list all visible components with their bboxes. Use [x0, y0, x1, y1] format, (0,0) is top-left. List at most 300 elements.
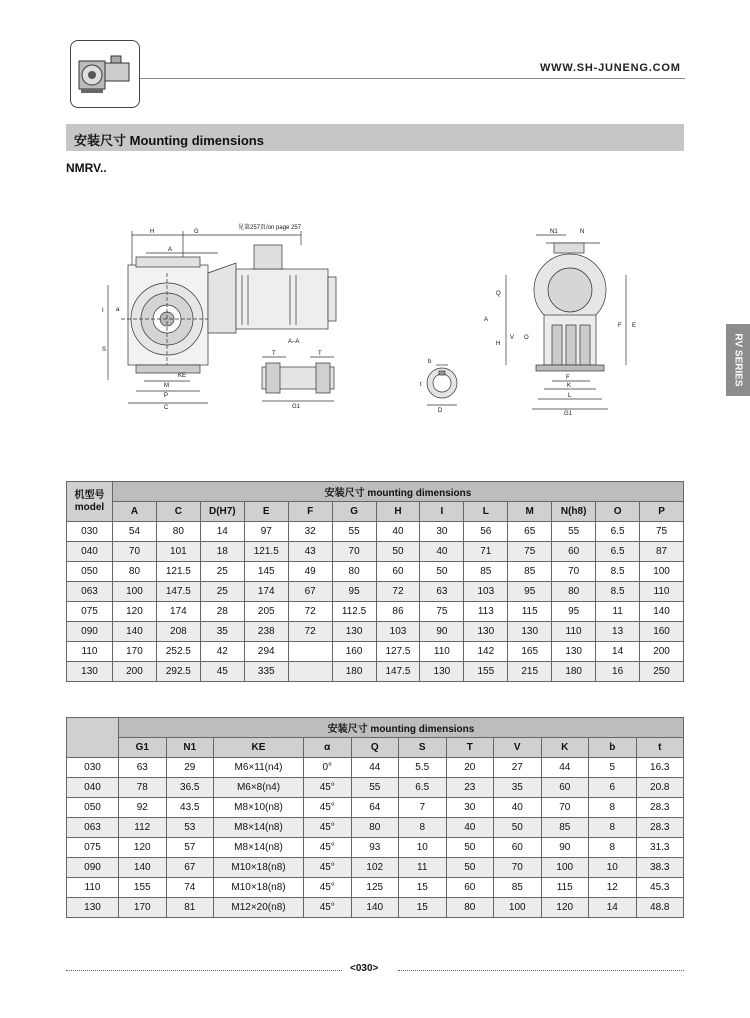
table-cell: M8×14(n8) [214, 838, 304, 858]
table-cell: 40 [494, 798, 542, 818]
table-cell: 55 [552, 522, 596, 542]
table-cell: 80 [446, 898, 494, 918]
table-row [67, 838, 684, 858]
table-cell: 130 [420, 662, 464, 682]
table-cell: 238 [244, 622, 288, 642]
table-cell: 38.3 [636, 858, 684, 878]
table-cell: 50 [446, 858, 494, 878]
column-header: K [541, 738, 589, 758]
table-cell: 78 [119, 778, 167, 798]
table-cell: 35 [200, 622, 244, 642]
dim-t-label: t [420, 382, 422, 388]
model-cell: 075 [67, 602, 113, 622]
column-header: V [494, 738, 542, 758]
table-cell: 65 [508, 522, 552, 542]
table-cell: M10×18(n8) [214, 878, 304, 898]
table2-column-headers [67, 738, 684, 758]
dim-N1-label: N1 [550, 229, 558, 235]
dim-V-label: V [510, 335, 515, 341]
table-cell: 60 [446, 878, 494, 898]
table-cell: 90 [541, 838, 589, 858]
header-divider [140, 78, 685, 79]
model-cell: 030 [67, 522, 113, 542]
table-cell: 60 [376, 562, 420, 582]
table-cell: 86 [376, 602, 420, 622]
table-cell: 25 [200, 582, 244, 602]
table-cell: 60 [541, 778, 589, 798]
table-cell: 92 [119, 798, 167, 818]
table-row [67, 818, 684, 838]
table-cell: 95 [332, 582, 376, 602]
column-header: A [113, 502, 157, 522]
column-header: N1 [166, 738, 214, 758]
table-row [67, 602, 684, 622]
table-cell: 110 [552, 622, 596, 642]
model-cell: 110 [67, 642, 113, 662]
table-cell: 125 [351, 878, 399, 898]
model-cell: 040 [67, 542, 113, 562]
table-cell: 95 [552, 602, 596, 622]
table-cell: 147.5 [376, 662, 420, 682]
table-cell: 120 [113, 602, 157, 622]
column-header: D(H7) [200, 502, 244, 522]
table-row [67, 758, 684, 778]
table-row [67, 542, 684, 562]
table-cell: 205 [244, 602, 288, 622]
column-header: α [304, 738, 352, 758]
series-side-tab-label: RV SERIES [732, 333, 744, 387]
table-cell: 208 [156, 622, 200, 642]
section-A-A-label: A–A [288, 339, 300, 345]
dim-S-label: S [102, 347, 107, 353]
table-cell: 115 [541, 878, 589, 898]
table-cell: 112 [119, 818, 167, 838]
table-cell: 130 [508, 622, 552, 642]
table-cell: 44 [541, 758, 589, 778]
table-cell: 130 [332, 622, 376, 642]
table-cell: 90 [420, 622, 464, 642]
footer-rule-right [398, 970, 684, 971]
table-cell: 140 [113, 622, 157, 642]
model-cell: 130 [67, 662, 113, 682]
table-cell: 27 [494, 758, 542, 778]
table-cell: 16.3 [636, 758, 684, 778]
dim-Q-label: Q [496, 291, 501, 297]
dim-H-side-label: H [496, 341, 501, 347]
table-cell: 16 [596, 662, 640, 682]
table-cell: 72 [376, 582, 420, 602]
table-row [67, 898, 684, 918]
table-cell: 14 [589, 898, 637, 918]
table-cell: M6×11(n4) [214, 758, 304, 778]
table-cell: 8 [589, 838, 637, 858]
column-header: P [640, 502, 684, 522]
mounting-dimensions-drawing [66, 215, 686, 425]
table-cell: 25 [200, 562, 244, 582]
table-cell: 200 [640, 642, 684, 662]
table-cell: 50 [446, 838, 494, 858]
table-cell: 45° [304, 798, 352, 818]
table-cell: 70 [541, 798, 589, 818]
table-cell: 97 [244, 522, 288, 542]
table-cell: 160 [640, 622, 684, 642]
dim-K-label: K [567, 383, 572, 389]
table-cell: M6×8(n4) [214, 778, 304, 798]
table-cell: 43.5 [166, 798, 214, 818]
table-row [67, 778, 684, 798]
dim-N-label: N [580, 229, 585, 235]
angle-a-label: a [116, 307, 120, 313]
table-cell: 103 [376, 622, 420, 642]
table-cell: 70 [113, 542, 157, 562]
table-cell: 40 [446, 818, 494, 838]
table-cell: 120 [119, 838, 167, 858]
table-cell: 8 [589, 798, 637, 818]
model-cell: 090 [67, 858, 119, 878]
footer-rule-left [66, 970, 342, 971]
table-cell: 81 [166, 898, 214, 918]
table-cell: 93 [351, 838, 399, 858]
dim-I-label: I [102, 308, 104, 314]
table-cell: 252.5 [156, 642, 200, 662]
table-cell: 72 [288, 622, 332, 642]
table-cell: 49 [288, 562, 332, 582]
table-cell: 23 [446, 778, 494, 798]
table-cell: 85 [494, 878, 542, 898]
table-cell [288, 662, 332, 682]
mounting-dimensions-table-1 [66, 481, 684, 682]
table-cell: 55 [332, 522, 376, 542]
table-cell: 0° [304, 758, 352, 778]
page-reference-note: 见第257页/on page 257 [238, 225, 302, 231]
model-cell: 110 [67, 878, 119, 898]
table-cell: 75 [640, 522, 684, 542]
table-cell: 31.3 [636, 838, 684, 858]
table-cell: 180 [332, 662, 376, 682]
table-cell: 142 [464, 642, 508, 662]
table-row [67, 642, 684, 662]
dim-E-label: E [632, 323, 637, 329]
dim-T-left-label: T [272, 351, 276, 357]
table-cell: 18 [200, 542, 244, 562]
table-cell: 57 [166, 838, 214, 858]
table-row [67, 522, 684, 542]
table-cell: 35 [494, 778, 542, 798]
table-cell: 10 [399, 838, 447, 858]
table-cell: 140 [640, 602, 684, 622]
table-cell: 127.5 [376, 642, 420, 662]
table-cell: M12×20(n8) [214, 898, 304, 918]
table-cell: 32 [288, 522, 332, 542]
table-cell: 110 [640, 582, 684, 602]
column-header: S [399, 738, 447, 758]
table-row [67, 582, 684, 602]
table-cell: 15 [399, 898, 447, 918]
table-cell: 100 [494, 898, 542, 918]
dim-F-bottom-label: F [566, 375, 570, 381]
table-cell: M8×10(n8) [214, 798, 304, 818]
table-cell: 8.5 [596, 562, 640, 582]
table-cell: 8 [589, 818, 637, 838]
table-cell: 28.3 [636, 798, 684, 818]
table-cell: 63 [420, 582, 464, 602]
table-cell: 40 [376, 522, 420, 542]
table-cell: 50 [494, 818, 542, 838]
page-number: <030> [350, 963, 379, 974]
column-header: O [596, 502, 640, 522]
table-cell: 45.3 [636, 878, 684, 898]
table-cell: 85 [541, 818, 589, 838]
table-cell: 5 [589, 758, 637, 778]
table-cell: 56 [464, 522, 508, 542]
table-cell: 174 [244, 582, 288, 602]
table-cell: 6.5 [596, 542, 640, 562]
table-cell: 294 [244, 642, 288, 662]
table-cell: 140 [119, 858, 167, 878]
table-cell: 85 [464, 562, 508, 582]
table-cell: 10 [589, 858, 637, 878]
table-cell: 71 [464, 542, 508, 562]
column-header: b [589, 738, 637, 758]
table-cell: 14 [200, 522, 244, 542]
table-cell: 80 [332, 562, 376, 582]
table-cell: 13 [596, 622, 640, 642]
table-cell: 28.3 [636, 818, 684, 838]
table-cell: 95 [508, 582, 552, 602]
table-cell: 165 [508, 642, 552, 662]
table-cell: 60 [552, 542, 596, 562]
table-cell: 174 [156, 602, 200, 622]
table-cell: 45° [304, 858, 352, 878]
series-side-tab [726, 324, 750, 396]
column-header: L [464, 502, 508, 522]
table-cell: 11 [399, 858, 447, 878]
model-cell: 050 [67, 562, 113, 582]
table-cell: 53 [166, 818, 214, 838]
table-cell: M10×18(n8) [214, 858, 304, 878]
dim-G-label: G [194, 229, 199, 235]
table-cell: 28 [200, 602, 244, 622]
dim-C-label: C [164, 405, 169, 411]
table-cell: 43 [288, 542, 332, 562]
table-cell: 145 [244, 562, 288, 582]
table-cell: 45° [304, 838, 352, 858]
column-header: Q [351, 738, 399, 758]
dim-O-label: O [524, 335, 529, 341]
dim-L-label: L [568, 393, 572, 399]
dim-G1-shaft-label: G1 [292, 404, 301, 410]
column-header: t [636, 738, 684, 758]
table-cell: 101 [156, 542, 200, 562]
table-cell: 112.5 [332, 602, 376, 622]
dim-D-label: D [438, 408, 443, 414]
table-cell: 102 [351, 858, 399, 878]
table-row [67, 622, 684, 642]
model-cell: 030 [67, 758, 119, 778]
table-cell: 147.5 [156, 582, 200, 602]
table-cell: 30 [446, 798, 494, 818]
table-cell: 87 [640, 542, 684, 562]
table-cell: 50 [376, 542, 420, 562]
table-cell: 30 [420, 522, 464, 542]
column-header: KE [214, 738, 304, 758]
table-cell: 103 [464, 582, 508, 602]
shaft-section-view [262, 339, 334, 410]
table-cell: 6.5 [399, 778, 447, 798]
model-cell: 040 [67, 778, 119, 798]
table-cell: 12 [589, 878, 637, 898]
table-cell: 44 [351, 758, 399, 778]
table-cell: 215 [508, 662, 552, 682]
gearbox-side-view [484, 229, 636, 417]
column-header: F [288, 502, 332, 522]
table-cell: 100 [113, 582, 157, 602]
table-cell: 115 [508, 602, 552, 622]
column-header: I [420, 502, 464, 522]
table-cell: 74 [166, 878, 214, 898]
dim-b-label: b [428, 359, 432, 365]
dim-A-label: A [168, 247, 173, 253]
dim-F-label: F [618, 323, 622, 329]
model-column-header-empty [67, 718, 119, 758]
table-cell: 180 [552, 662, 596, 682]
column-header: T [446, 738, 494, 758]
table-cell: 6.5 [596, 522, 640, 542]
table-cell: 121.5 [244, 542, 288, 562]
table-cell: 170 [113, 642, 157, 662]
table-cell: 67 [166, 858, 214, 878]
table-cell: 140 [351, 898, 399, 918]
table-cell: M8×14(n8) [214, 818, 304, 838]
table-cell: 50 [420, 562, 464, 582]
table-cell: 8 [399, 818, 447, 838]
dim-G1-side-label: G1 [564, 411, 573, 417]
table-cell: 110 [420, 642, 464, 662]
table-cell: 72 [288, 602, 332, 622]
gearbox-front-view [121, 245, 336, 373]
table-cell: 130 [464, 622, 508, 642]
table-cell: 200 [113, 662, 157, 682]
model-cell: 063 [67, 818, 119, 838]
table-cell: 45° [304, 778, 352, 798]
table-cell: 45° [304, 898, 352, 918]
website-url[interactable]: WWW.SH-JUNENG.COM [540, 62, 681, 74]
section-title-bar [66, 124, 684, 151]
table-cell: 75 [508, 542, 552, 562]
table-cell: 335 [244, 662, 288, 682]
table-cell: 45° [304, 878, 352, 898]
table-cell: 20 [446, 758, 494, 778]
table-cell: 64 [351, 798, 399, 818]
table-cell: 160 [332, 642, 376, 662]
table-cell: 70 [332, 542, 376, 562]
table-cell: 155 [464, 662, 508, 682]
table-cell: 7 [399, 798, 447, 818]
mounting-dimensions-table-2 [66, 717, 684, 918]
table-cell: 130 [552, 642, 596, 662]
table-cell: 85 [508, 562, 552, 582]
table-cell: 29 [166, 758, 214, 778]
table-cell: 80 [156, 522, 200, 542]
side-section-A-marker: A [484, 317, 489, 323]
table-cell: 170 [119, 898, 167, 918]
table-cell: 6 [589, 778, 637, 798]
table-row [67, 858, 684, 878]
model-cell: 130 [67, 898, 119, 918]
dim-KE-label: KE [178, 373, 187, 379]
table-cell: 63 [119, 758, 167, 778]
model-cell: 075 [67, 838, 119, 858]
table-cell: 60 [494, 838, 542, 858]
model-cell: 063 [67, 582, 113, 602]
table-cell: 45° [304, 818, 352, 838]
table-row [67, 662, 684, 682]
column-header: G1 [119, 738, 167, 758]
table-row [67, 798, 684, 818]
column-header: G [332, 502, 376, 522]
column-header: C [156, 502, 200, 522]
table-cell: 70 [552, 562, 596, 582]
table-cell: 45 [200, 662, 244, 682]
table-cell: 20.8 [636, 778, 684, 798]
table-cell: 80 [351, 818, 399, 838]
table-cell: 40 [420, 542, 464, 562]
column-header: H [376, 502, 420, 522]
table-cell: 292.5 [156, 662, 200, 682]
column-header: N(h8) [552, 502, 596, 522]
dim-P-label: P [164, 393, 169, 399]
table-cell: 155 [119, 878, 167, 898]
table-cell: 55 [351, 778, 399, 798]
model-cell: 050 [67, 798, 119, 818]
gear-motor-thumbnail-icon [71, 41, 139, 107]
dim-M-label: M [164, 383, 169, 389]
table-cell: 75 [420, 602, 464, 622]
table-row [67, 878, 684, 898]
table-cell: 120 [541, 898, 589, 918]
logo [70, 40, 140, 108]
table-cell: 14 [596, 642, 640, 662]
table-cell: 100 [640, 562, 684, 582]
model-series: NMRV.. [66, 161, 107, 175]
dim-T-right-label: T [318, 351, 322, 357]
table-cell: 100 [541, 858, 589, 878]
table2-group-header: 安装尺寸 mounting dimensions [119, 718, 684, 738]
table-cell: 36.5 [166, 778, 214, 798]
table-cell: 67 [288, 582, 332, 602]
table-cell: 80 [113, 562, 157, 582]
table-cell: 54 [113, 522, 157, 542]
table-cell: 250 [640, 662, 684, 682]
table-cell: 15 [399, 878, 447, 898]
table-row [67, 562, 684, 582]
table1-column-headers [67, 502, 684, 522]
table-cell [288, 642, 332, 662]
column-header: M [508, 502, 552, 522]
table-cell: 42 [200, 642, 244, 662]
column-header: E [244, 502, 288, 522]
section-title: 安装尺寸 Mounting dimensions [74, 133, 264, 148]
keyway-cross-section [420, 359, 457, 414]
table-cell: 48.8 [636, 898, 684, 918]
table-cell: 121.5 [156, 562, 200, 582]
table-cell: 80 [552, 582, 596, 602]
table-cell: 11 [596, 602, 640, 622]
model-cell: 090 [67, 622, 113, 642]
table-cell: 113 [464, 602, 508, 622]
table-cell: 70 [494, 858, 542, 878]
table1-group-header: 安装尺寸 mounting dimensions [113, 482, 684, 502]
